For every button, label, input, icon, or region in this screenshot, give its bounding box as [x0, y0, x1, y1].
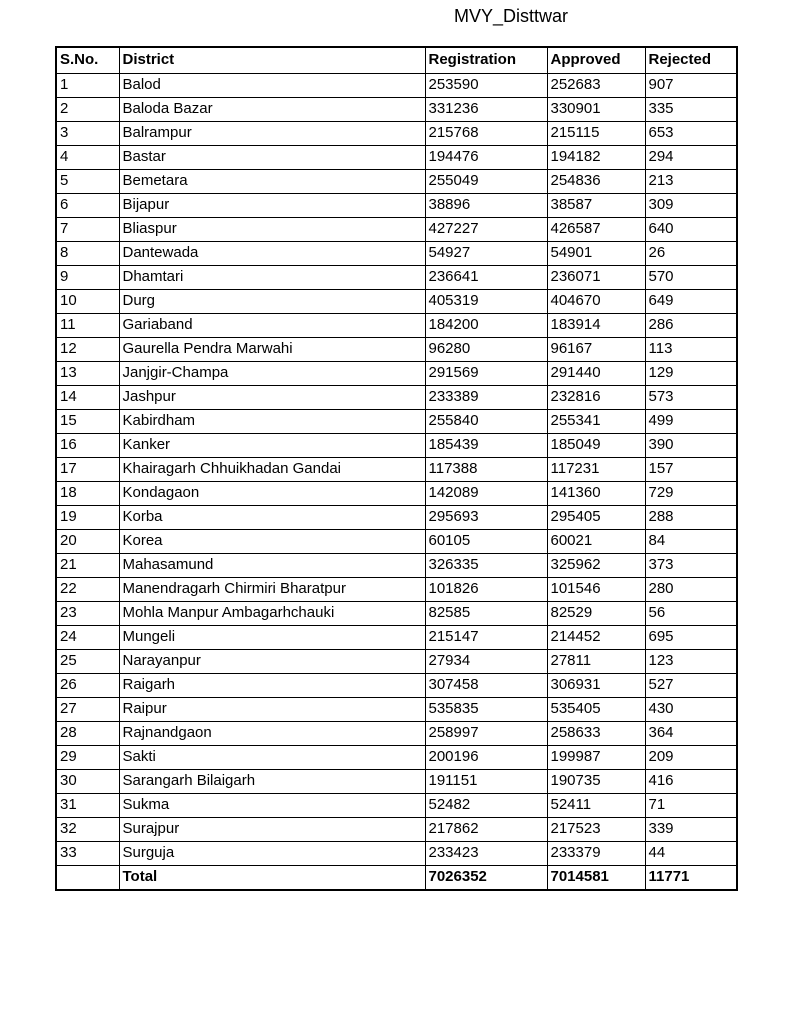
cell-district: Manendragarh Chirmiri Bharatpur	[119, 577, 425, 601]
column-header-rejected: Rejected	[645, 47, 737, 73]
cell-district: Mohla Manpur Ambagarhchauki	[119, 601, 425, 625]
cell-sno: 2	[56, 97, 119, 121]
cell-approved: 306931	[547, 673, 645, 697]
table-row	[56, 673, 737, 697]
cell-registration: 96280	[425, 337, 547, 361]
cell-registration: 101826	[425, 577, 547, 601]
cell-sno: 30	[56, 769, 119, 793]
column-header-approved: Approved	[547, 47, 645, 73]
total-cell-label: Total	[119, 865, 425, 890]
cell-rejected: 573	[645, 385, 737, 409]
cell-district: Raipur	[119, 697, 425, 721]
cell-sno: 10	[56, 289, 119, 313]
total-row	[56, 865, 737, 890]
cell-district: Kanker	[119, 433, 425, 457]
cell-approved: 185049	[547, 433, 645, 457]
cell-sno: 24	[56, 625, 119, 649]
cell-registration: 255840	[425, 409, 547, 433]
table-row	[56, 169, 737, 193]
cell-approved: 236071	[547, 265, 645, 289]
cell-rejected: 129	[645, 361, 737, 385]
cell-approved: 232816	[547, 385, 645, 409]
cell-registration: 82585	[425, 601, 547, 625]
table-row	[56, 721, 737, 745]
cell-sno: 15	[56, 409, 119, 433]
cell-approved: 141360	[547, 481, 645, 505]
cell-district: Raigarh	[119, 673, 425, 697]
cell-registration: 253590	[425, 73, 547, 97]
cell-sno: 7	[56, 217, 119, 241]
cell-district: Khairagarh Chhuikhadan Gandai	[119, 457, 425, 481]
cell-rejected: 209	[645, 745, 737, 769]
cell-registration: 184200	[425, 313, 547, 337]
table-row	[56, 793, 737, 817]
cell-registration: 233389	[425, 385, 547, 409]
cell-registration: 185439	[425, 433, 547, 457]
cell-rejected: 280	[645, 577, 737, 601]
cell-sno: 18	[56, 481, 119, 505]
cell-approved: 330901	[547, 97, 645, 121]
cell-district: Balrampur	[119, 121, 425, 145]
cell-approved: 96167	[547, 337, 645, 361]
cell-district: Surguja	[119, 841, 425, 865]
table-row	[56, 601, 737, 625]
cell-registration: 331236	[425, 97, 547, 121]
cell-registration: 200196	[425, 745, 547, 769]
column-header-district: District	[119, 47, 425, 73]
cell-registration: 191151	[425, 769, 547, 793]
cell-sno: 6	[56, 193, 119, 217]
table-row	[56, 361, 737, 385]
column-header-registration: Registration	[425, 47, 547, 73]
cell-rejected: 695	[645, 625, 737, 649]
cell-rejected: 56	[645, 601, 737, 625]
table-row	[56, 817, 737, 841]
table-row	[56, 313, 737, 337]
cell-sno: 32	[56, 817, 119, 841]
cell-rejected: 294	[645, 145, 737, 169]
total-cell-sno	[56, 865, 119, 890]
cell-rejected: 390	[645, 433, 737, 457]
cell-rejected: 907	[645, 73, 737, 97]
table-row	[56, 289, 737, 313]
cell-registration: 38896	[425, 193, 547, 217]
table-row	[56, 697, 737, 721]
cell-approved: 199987	[547, 745, 645, 769]
cell-rejected: 729	[645, 481, 737, 505]
cell-registration: 52482	[425, 793, 547, 817]
cell-rejected: 123	[645, 649, 737, 673]
cell-sno: 21	[56, 553, 119, 577]
cell-approved: 426587	[547, 217, 645, 241]
cell-approved: 233379	[547, 841, 645, 865]
header-row	[56, 47, 737, 73]
total-cell-rejected: 11771	[645, 865, 737, 890]
cell-approved: 82529	[547, 601, 645, 625]
cell-district: Rajnandgaon	[119, 721, 425, 745]
table-row	[56, 73, 737, 97]
cell-district: Baloda Bazar	[119, 97, 425, 121]
cell-rejected: 416	[645, 769, 737, 793]
cell-sno: 29	[56, 745, 119, 769]
cell-approved: 214452	[547, 625, 645, 649]
cell-district: Sakti	[119, 745, 425, 769]
cell-district: Kondagaon	[119, 481, 425, 505]
cell-sno: 8	[56, 241, 119, 265]
cell-district: Narayanpur	[119, 649, 425, 673]
table-row	[56, 553, 737, 577]
table-row	[56, 265, 737, 289]
cell-registration: 142089	[425, 481, 547, 505]
cell-sno: 12	[56, 337, 119, 361]
column-header-sno: S.No.	[56, 47, 119, 73]
cell-rejected: 309	[645, 193, 737, 217]
cell-approved: 183914	[547, 313, 645, 337]
cell-district: Kabirdham	[119, 409, 425, 433]
total-cell-approved: 7014581	[547, 865, 645, 890]
table-row	[56, 577, 737, 601]
cell-district: Bliaspur	[119, 217, 425, 241]
cell-sno: 17	[56, 457, 119, 481]
cell-registration: 291569	[425, 361, 547, 385]
cell-district: Jashpur	[119, 385, 425, 409]
cell-rejected: 653	[645, 121, 737, 145]
table-row	[56, 217, 737, 241]
cell-approved: 60021	[547, 529, 645, 553]
table-footer	[56, 865, 737, 890]
cell-approved: 295405	[547, 505, 645, 529]
cell-registration: 54927	[425, 241, 547, 265]
cell-approved: 101546	[547, 577, 645, 601]
cell-rejected: 430	[645, 697, 737, 721]
cell-rejected: 84	[645, 529, 737, 553]
table-row	[56, 337, 737, 361]
cell-registration: 194476	[425, 145, 547, 169]
cell-sno: 1	[56, 73, 119, 97]
cell-district: Mungeli	[119, 625, 425, 649]
cell-registration: 255049	[425, 169, 547, 193]
cell-district: Durg	[119, 289, 425, 313]
cell-rejected: 364	[645, 721, 737, 745]
cell-district: Gaurella Pendra Marwahi	[119, 337, 425, 361]
cell-registration: 27934	[425, 649, 547, 673]
cell-sno: 28	[56, 721, 119, 745]
cell-sno: 33	[56, 841, 119, 865]
cell-district: Sukma	[119, 793, 425, 817]
cell-approved: 252683	[547, 73, 645, 97]
cell-registration: 215768	[425, 121, 547, 145]
cell-registration: 307458	[425, 673, 547, 697]
table-row	[56, 769, 737, 793]
cell-district: Dantewada	[119, 241, 425, 265]
cell-registration: 233423	[425, 841, 547, 865]
cell-rejected: 339	[645, 817, 737, 841]
cell-sno: 25	[56, 649, 119, 673]
cell-sno: 3	[56, 121, 119, 145]
cell-sno: 16	[56, 433, 119, 457]
cell-approved: 258633	[547, 721, 645, 745]
cell-rejected: 527	[645, 673, 737, 697]
cell-district: Korea	[119, 529, 425, 553]
cell-sno: 31	[56, 793, 119, 817]
cell-sno: 4	[56, 145, 119, 169]
cell-registration: 405319	[425, 289, 547, 313]
cell-registration: 215147	[425, 625, 547, 649]
cell-registration: 295693	[425, 505, 547, 529]
cell-sno: 26	[56, 673, 119, 697]
cell-approved: 27811	[547, 649, 645, 673]
table-row	[56, 505, 737, 529]
cell-sno: 19	[56, 505, 119, 529]
cell-rejected: 373	[645, 553, 737, 577]
cell-rejected: 570	[645, 265, 737, 289]
cell-approved: 54901	[547, 241, 645, 265]
cell-sno: 20	[56, 529, 119, 553]
cell-registration: 236641	[425, 265, 547, 289]
cell-district: Sarangarh Bilaigarh	[119, 769, 425, 793]
cell-district: Janjgir-Champa	[119, 361, 425, 385]
cell-approved: 215115	[547, 121, 645, 145]
table-row	[56, 145, 737, 169]
cell-district: Bastar	[119, 145, 425, 169]
cell-sno: 23	[56, 601, 119, 625]
table-body	[56, 73, 737, 865]
cell-approved: 255341	[547, 409, 645, 433]
cell-district: Korba	[119, 505, 425, 529]
cell-sno: 27	[56, 697, 119, 721]
cell-approved: 38587	[547, 193, 645, 217]
table-row	[56, 409, 737, 433]
table-row	[56, 649, 737, 673]
table-row	[56, 241, 737, 265]
table-row	[56, 745, 737, 769]
cell-approved: 535405	[547, 697, 645, 721]
cell-rejected: 286	[645, 313, 737, 337]
cell-district: Bemetara	[119, 169, 425, 193]
cell-sno: 9	[56, 265, 119, 289]
cell-rejected: 640	[645, 217, 737, 241]
cell-approved: 190735	[547, 769, 645, 793]
cell-rejected: 288	[645, 505, 737, 529]
table-row	[56, 433, 737, 457]
district-table	[55, 46, 738, 891]
cell-sno: 5	[56, 169, 119, 193]
cell-approved: 404670	[547, 289, 645, 313]
table-row	[56, 481, 737, 505]
cell-approved: 117231	[547, 457, 645, 481]
table-row	[56, 625, 737, 649]
cell-rejected: 335	[645, 97, 737, 121]
cell-registration: 117388	[425, 457, 547, 481]
cell-approved: 52411	[547, 793, 645, 817]
table-row	[56, 385, 737, 409]
table-row	[56, 529, 737, 553]
cell-registration: 258997	[425, 721, 547, 745]
cell-approved: 254836	[547, 169, 645, 193]
cell-sno: 11	[56, 313, 119, 337]
cell-registration: 326335	[425, 553, 547, 577]
table-header	[56, 47, 737, 73]
cell-rejected: 213	[645, 169, 737, 193]
cell-rejected: 71	[645, 793, 737, 817]
cell-district: Surajpur	[119, 817, 425, 841]
total-cell-registration: 7026352	[425, 865, 547, 890]
table-row	[56, 193, 737, 217]
cell-sno: 13	[56, 361, 119, 385]
cell-approved: 217523	[547, 817, 645, 841]
cell-rejected: 113	[645, 337, 737, 361]
cell-approved: 325962	[547, 553, 645, 577]
cell-rejected: 26	[645, 241, 737, 265]
cell-registration: 60105	[425, 529, 547, 553]
table-row	[56, 121, 737, 145]
cell-rejected: 499	[645, 409, 737, 433]
cell-district: Dhamtari	[119, 265, 425, 289]
cell-rejected: 44	[645, 841, 737, 865]
cell-district: Balod	[119, 73, 425, 97]
cell-district: Bijapur	[119, 193, 425, 217]
cell-approved: 291440	[547, 361, 645, 385]
cell-registration: 535835	[425, 697, 547, 721]
cell-district: Mahasamund	[119, 553, 425, 577]
cell-registration: 217862	[425, 817, 547, 841]
page-title: MVY_Disttwar	[454, 6, 569, 26]
table-row	[56, 841, 737, 865]
cell-rejected: 157	[645, 457, 737, 481]
table-row	[56, 97, 737, 121]
cell-registration: 427227	[425, 217, 547, 241]
cell-sno: 14	[56, 385, 119, 409]
cell-district: Gariaband	[119, 313, 425, 337]
cell-approved: 194182	[547, 145, 645, 169]
cell-sno: 22	[56, 577, 119, 601]
table-row	[56, 457, 737, 481]
cell-rejected: 649	[645, 289, 737, 313]
